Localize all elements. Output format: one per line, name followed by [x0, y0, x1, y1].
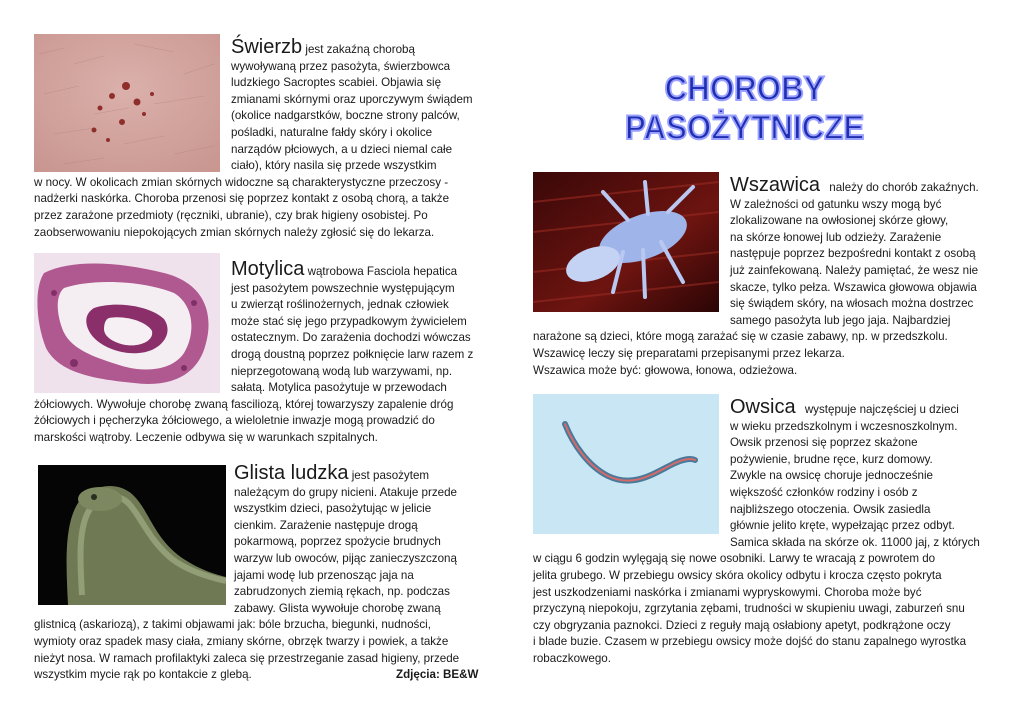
owsica-line: Zwykle na owsicę choruje jednocześnie [730, 469, 933, 483]
photo-credit: Zdjęcia: BE&W [396, 668, 479, 682]
motylica-line: u zwierząt roślinożernych, jednak człowiek [231, 298, 449, 312]
swierzb-line: wywoływaną przez pasożyta, świerzbowca [231, 59, 451, 73]
glista-line: glistnicą (askariozą), z takimi objawami jak: bóle brzucha, biegunki, nudności, [34, 618, 431, 632]
page-title-text: CHOROBY PASOŻYTNICZE [624, 70, 865, 147]
owsica-line: występuje najczęściej u dzieci [804, 403, 959, 416]
owsica-section [533, 396, 993, 668]
wszawica-line: na skórze łonowej lub odzieży. Zarażenie [730, 230, 942, 244]
swierzb-line: narządów płciowych, a u dzieci niemal całe [231, 142, 453, 156]
owsica-line: pożywienie, brudne ręce, kurz domowy. [730, 452, 933, 466]
owsica-line: Owsik przenosi się poprzez skażone [730, 436, 918, 450]
motylica-line: może stać się jego przypadkowym żywicielem [231, 314, 467, 328]
motylica-line: ostatecznym. Do zarażenia dochodzi wówczas [231, 331, 471, 345]
motylica-line: żółciowych. Wywołuje chorobę zwaną fasciliozą, której towarzyszy zapalenie dróg [34, 397, 454, 411]
swierzb-line: (okolice nadgarstków, boczne strony palców, [231, 109, 460, 123]
swierzb-line: przez zarażone przedmioty (ręczniki, ubranie), czy brak higieny osobistej. Po [34, 208, 428, 222]
motylica-section [34, 258, 494, 447]
swierzb-line: w nocy. W okolicach zmian skórnych widoczne są charakterystyczne przeczosy - [34, 175, 449, 189]
glista-heading: Glista ludzka [234, 462, 349, 484]
wszawica-line: następuje poprzez bezpośredni kontakt z osobą [730, 247, 976, 261]
glista-line: nieżyt nosa. W ramach profilaktyki zaleca się przestrzeganie zasad higieny, przede [34, 651, 460, 665]
swierzb-section [34, 36, 494, 241]
owsica-line: jelita grubego. W przebiegu owsicy skóra okolicy odbytu i krocza często pokryta [533, 568, 942, 582]
swierzb-line: pośladki, naturalne fałdy skóry i okolice [231, 125, 433, 139]
glista-line: wszystkim mycie rąk po kontakcie z glebą. [34, 668, 252, 682]
owsica-line: Samica składa na skórze ok. 11000 jaj, z których [730, 535, 980, 549]
motylica-heading: Motylica [231, 258, 305, 280]
glista-line: zabawy. Glista wywołuje chorobę zwaną [234, 601, 441, 615]
owsica-line: w wieku przedszkolnym i wczesnoszkolnym. [730, 419, 958, 433]
motylica-line: drogą doustną poprzez połknięcie larw razem z [231, 347, 474, 361]
owsica-line: głównie jelito kręte, wypełzając przez odbyt. [730, 519, 955, 533]
glista-line: pokarmową, poprzez spożycie brudnych [234, 535, 441, 549]
swierzb-heading: Świerzb [231, 36, 303, 58]
glista-section [34, 462, 494, 684]
motylica-line: sałatą. Motylica pasożytuje w przewodach [231, 381, 447, 395]
wszawica-line: Wszawicę leczy się preparatami przepisanymi przez lekarza. [533, 346, 845, 360]
owsica-line: czy obgryzania paznokci. Dzieci z reguły mają osłabiony apetyt, podkrążone oczy [533, 618, 951, 632]
owsica-line: przyczyną niepokoju, zgrzytania zębami, trudności w skupieniu uwagi, zaburzeń snu [533, 602, 965, 616]
wszawica-line: W zależności od gatunku wszy mogą być [730, 197, 942, 211]
glista-line: jajami wodę lub przenosząc jaja na [234, 568, 414, 582]
glista-line: warzyw lub owoców, pijąc zanieczyszczoną [234, 551, 457, 565]
owsica-line: w ciągu 6 godzin wylęgają się nowe osobniki. Larwy te wracają z powrotem do [533, 552, 936, 566]
wszawica-line: samego pasożyta lub jego jaja. Najbardziej [730, 313, 951, 327]
swierzb-line: ludzkiego Sacroptes scabiei. Objawia się [231, 76, 442, 90]
motylica-line: wątrobowa Fasciola hepatica [307, 265, 458, 278]
glista-line: cienkim. Zarażenie następuje drogą [234, 518, 418, 532]
owsica-heading: Owsica [730, 396, 796, 418]
glista-line: wymioty oraz spadek masy ciała, zmiany skórne, obrzęk twarzy i powiek, a także [34, 634, 449, 648]
swierzb-line: nadżerki naskórka. Choroba przenosi się poprzez kontakt z osobą chorą, a także [34, 192, 450, 206]
glista-line: jest pasożytem [351, 469, 430, 482]
owsica-line: i blade buzie. Czasem w przebiegu owsicy może dojść do stanu zapalnego wyrostka [533, 635, 967, 649]
owsica-line: jest uszkodzeniami naskórka i zmianami wypryskowymi. Choroba może być [533, 585, 922, 599]
motylica-line: nieprzegotowaną wodą lub warzywami, np. [231, 364, 453, 378]
swierzb-line: zaobserwowaniu niepokojących zmian skórnych należy zgłosić się do lekarza. [34, 225, 435, 239]
owsica-line: najbliższego otoczenia. Owsik zasiedla [730, 502, 931, 516]
swierzb-line: zmianami skórnymi oraz uporczywym świądem [231, 92, 473, 106]
wszawica-section [533, 174, 993, 379]
wszawica-line: narażone są dzieci, które mogą zarażać się w czasie zabawy, np. w przedszkolu. [533, 330, 948, 344]
wszawica-line: Wszawica może być: głowowa, łonowa, odzieżowa. [533, 363, 798, 377]
wszawica-line: już zainfekowaną. Należy pamiętać, że wesz nie [730, 263, 979, 277]
motylica-line: marskości wątroby. Leczenie odbywa się w warunkach szpitalnych. [34, 430, 378, 444]
wszawica-heading: Wszawica [730, 174, 821, 196]
glista-line: należącym do grupy nicieni. Atakuje przede [234, 485, 457, 499]
wszawica-line: zlokalizowane na owłosionej skórze głowy, [730, 214, 949, 228]
swierzb-line: jest zakaźną chorobą [305, 43, 415, 56]
motylica-line: jest pasożytem powszechnie występującym [231, 281, 455, 295]
glista-line: zabrudzonych ziemią rękach, np. podczas [234, 585, 450, 599]
glista-line: wszystkim dzieci, pasożytując w jelicie [234, 502, 432, 516]
wszawica-line: się świądem skóry, na włosach można dostrzec [730, 297, 974, 311]
owsica-line: większość członków rodziny i osób z [730, 485, 918, 499]
page-title [556, 70, 933, 148]
wszawica-line: należy do chorób zakaźnych. [829, 181, 979, 194]
motylica-line: żółciowych i pęcherzyka żółciowego, a wieloletnie inwazje mogą prowadzić do [34, 414, 435, 428]
wszawica-line: skacze, tylko pełza. Wszawica głowowa objawia [730, 280, 977, 294]
swierzb-line: ciało), który nasila się przede wszystkim [231, 159, 437, 173]
owsica-line: robaczkowego. [533, 651, 611, 665]
